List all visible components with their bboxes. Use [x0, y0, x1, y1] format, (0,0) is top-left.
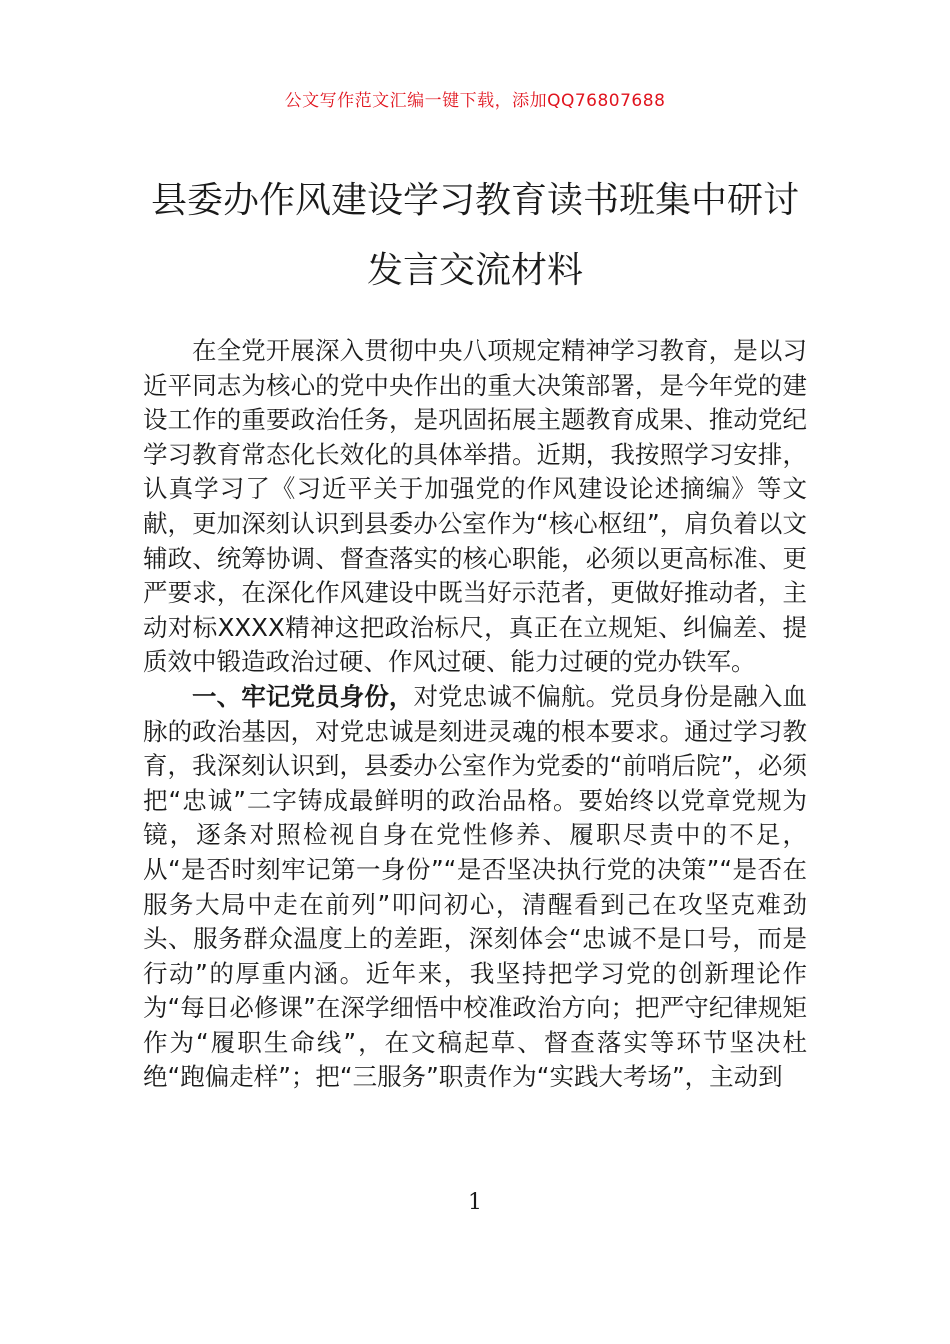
- section-one-text: 对党忠诚不偏航。党员身份是融入血脉的政治基因，对党忠诚是刻进灵魂的根本要求。通过学习教育，我深刻认识到，县委办公室作为党委的“前哨后院”，必须把“忠诚”二字铸成最鲜明的政治品格。要始终以党章党规为镜，逐条对照检视自身在党性修养、履职尽责中的不足，从“是否时刻牢记第一身份”“是否坚决执行党的决策”“是否在服务大局中走在前列”叩问初心，清醒看到己在攻坚克难劲头、服务群众温度上的差距，深刻体会“忠诚不是口号，而是行动”的厚重内涵。近年来，我坚持把学习党的创新理论作为“每日必修课”在深学细悟中校准政治方向；把严守纪律规矩作为“履职生命线”，在文稿起草、督查落实等环节坚决杜绝“跑偏走样”；把“三服务”职责作为“实践大考场”，主动到: [143, 681, 807, 1092]
- document-body: [143, 334, 807, 1095]
- document-title-line-1: 县委办作风建设学习教育读书班集中研讨: [150, 180, 799, 221]
- body-paragraph-section-one: [143, 680, 807, 1095]
- section-one-heading: 一、牢记党员身份，: [192, 681, 414, 711]
- download-promo-note: 公文写作范文汇编一键下载，添加QQ76807688: [284, 91, 666, 111]
- page-number: 1: [468, 1190, 482, 1215]
- document-title-line-2: 发言交流材料: [366, 250, 583, 291]
- body-paragraph-intro: 在全党开展深入贯彻中央八项规定精神学习教育，是以习近平同志为核心的党中央作出的重大决策部署，是今年党的建设工作的重要政治任务，是巩固拓展主题教育成果、推动党纪学习教育常态化长效化的具体举措。近期，我按照学习安排，认真学习了《习近平关于加强党的作风建设论述摘编》等文献，更加深刻认识到县委办公室作为“核心枢纽”，肩负着以文辅政、统筹协调、督查落实的核心职能，必须以更高标准、更严要求，在深化作风建设中既当好示范者，更做好推动者，主动对标XXXX精神这把政治标尺，真正在立规矩、纠偏差、提质效中锻造政治过硬、作风过硬、能力过硬的党办铁军。: [143, 336, 807, 677]
